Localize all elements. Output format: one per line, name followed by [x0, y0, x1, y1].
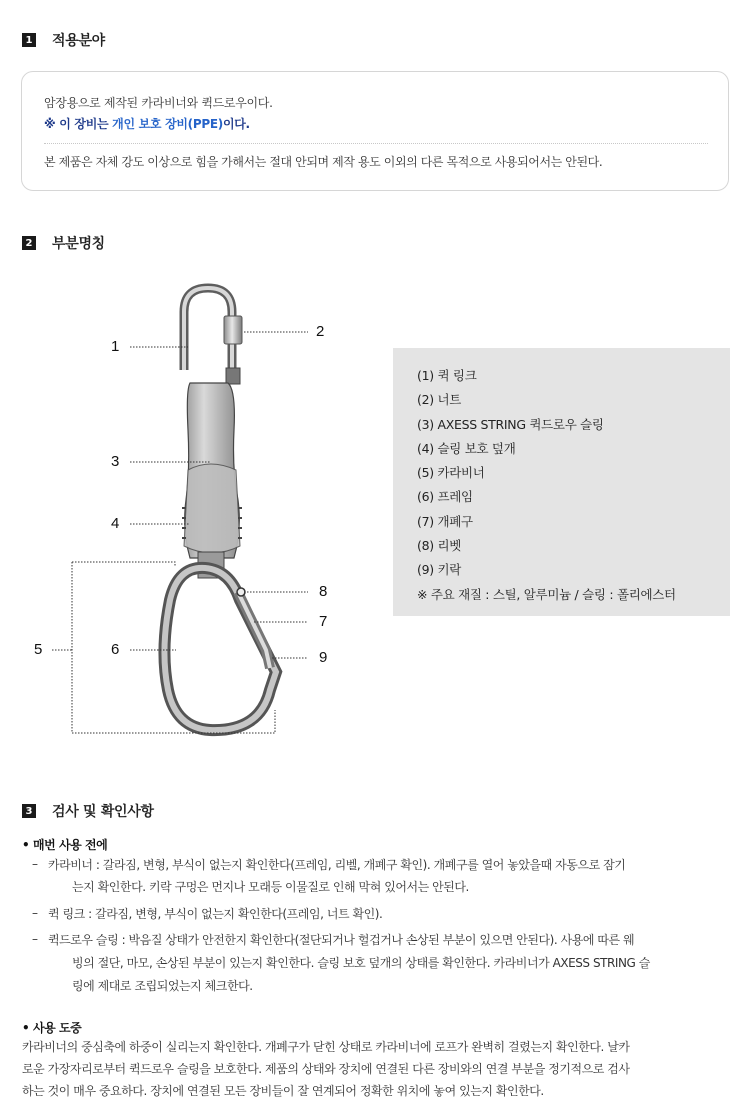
section-title: 적용분야 — [52, 33, 105, 49]
callout-8: 8 — [319, 583, 328, 600]
during-use-line: 카라비너의 중심축에 하중이 실리는지 확인한다. 개폐구가 닫힌 상태로 카라비너에 로프가 완벽히 걸렸는지 확인한다. 날카 — [22, 1040, 630, 1054]
strength-warning: 본 제품은 자체 강도 이상으로 힘을 가해서는 절대 안되며 제작 용도 이외의 다른 목적으로 사용되어서는 안된다. — [44, 155, 603, 169]
check-item-line: 는지 확인한다. 키락 구멍은 먼지나 모래등 이물질로 인해 막혀 있어서는 안된다. — [72, 880, 469, 894]
ppe-notice-suffix: 이다. — [222, 117, 250, 131]
during-use-heading-text: • 사용 도중 — [22, 1021, 82, 1035]
before-use-heading — [22, 836, 732, 853]
legend-item: (9) 키락 — [417, 562, 462, 578]
quickdraw-illustration — [0, 270, 390, 750]
ppe-highlight: 개인 보호 장비(PPE) — [112, 117, 223, 131]
legend-item: (8) 리벳 — [417, 538, 462, 554]
check-item-line: 카라비너 : 갈라짐, 변형, 부식이 없는지 확인한다(프레임, 리벨, 개폐구 확인). 개폐구를 열어 놓았을때 자동으로 잠기 — [48, 858, 626, 872]
check-item-line: 빙의 절단, 마모, 손상된 부분이 있는지 확인한다. 슬링 보호 덮개의 상태를 확인한다. 카라비너가 AXESS STRING 슬 — [72, 956, 650, 970]
legend-item: (7) 개폐구 — [417, 513, 473, 529]
check-item-line: 퀵 링크 : 갈라짐, 변형, 부식이 없는지 확인한다(프레임, 너트 확인). — [48, 907, 383, 921]
legend-item: (3) AXESS STRING 퀵드로우 슬링 — [417, 416, 604, 432]
callout-7: 7 — [319, 613, 328, 630]
material-note: ※ 주요 재질 : 스틸, 알루미늄 / 슬링 : 폴리에스터 — [417, 586, 676, 602]
sling-protector — [184, 464, 240, 553]
section-title: 검사 및 확인사항 — [52, 804, 154, 820]
ppe-notice — [44, 115, 250, 132]
callout-6: 6 — [111, 641, 120, 658]
check-item-line: 링에 제대로 조립되었는지 체크한다. — [72, 979, 253, 993]
rivet-shape — [237, 588, 245, 596]
check-item-line: 퀵드로우 슬링 : 박음질 상태가 안전한지 확인한다(절단되거나 헐겁거나 손상된 부분이 있으면 안된다). 사용에 따른 웨 — [48, 933, 635, 947]
legend-item: (4) 슬링 보호 덮개 — [417, 440, 516, 456]
legend-item: (5) 카라비너 — [417, 465, 485, 481]
nut-shape — [224, 316, 242, 344]
during-use-heading — [22, 1019, 732, 1036]
section-number: 1 — [22, 33, 36, 47]
application-info-box — [21, 71, 729, 191]
before-use-heading-text: • 매번 사용 전에 — [22, 838, 108, 852]
section-title: 부분명칭 — [52, 236, 105, 252]
section-number: 3 — [22, 804, 36, 818]
legend-item: (2) 너트 — [417, 392, 462, 408]
legend-item: (6) 프레임 — [417, 489, 473, 505]
legend-item: (1) 퀵 링크 — [417, 368, 477, 383]
during-use-line: 로운 가장자리로부터 퀵드로우 슬링을 보호한다. 제품의 상태와 장치에 연결된 다른 장비와의 연결 부분을 정기적으로 검사 — [22, 1062, 630, 1076]
dash-marker: – — [32, 906, 38, 920]
callout-4: 4 — [111, 515, 120, 532]
during-use-line: 하는 것이 매우 중요하다. 장치에 연결된 모든 장비들이 잘 연계되어 정확한 위치에 놓여 있는지 확인한다. — [22, 1084, 544, 1098]
before-use-list — [22, 855, 732, 995]
dash-marker: – — [32, 932, 38, 946]
ppe-notice-prefix: ※ 이 장비는 — [44, 117, 113, 131]
parts-legend — [393, 348, 730, 616]
threaded-end — [226, 368, 240, 384]
callout-3: 3 — [111, 453, 120, 470]
application-description: 암장용으로 제작된 카라비너와 퀵드로우이다. — [44, 96, 273, 110]
section-2-header — [22, 233, 105, 253]
callout-5: 5 — [34, 641, 43, 658]
callout-1: 1 — [111, 338, 120, 355]
divider — [44, 143, 708, 144]
section-3-header — [22, 801, 154, 821]
section-1-header — [22, 30, 105, 50]
callout-9: 9 — [319, 649, 328, 666]
dash-marker: – — [32, 857, 38, 871]
callout-2: 2 — [316, 323, 325, 340]
section-number: 2 — [22, 236, 36, 250]
quickdraw-diagram — [0, 270, 390, 750]
